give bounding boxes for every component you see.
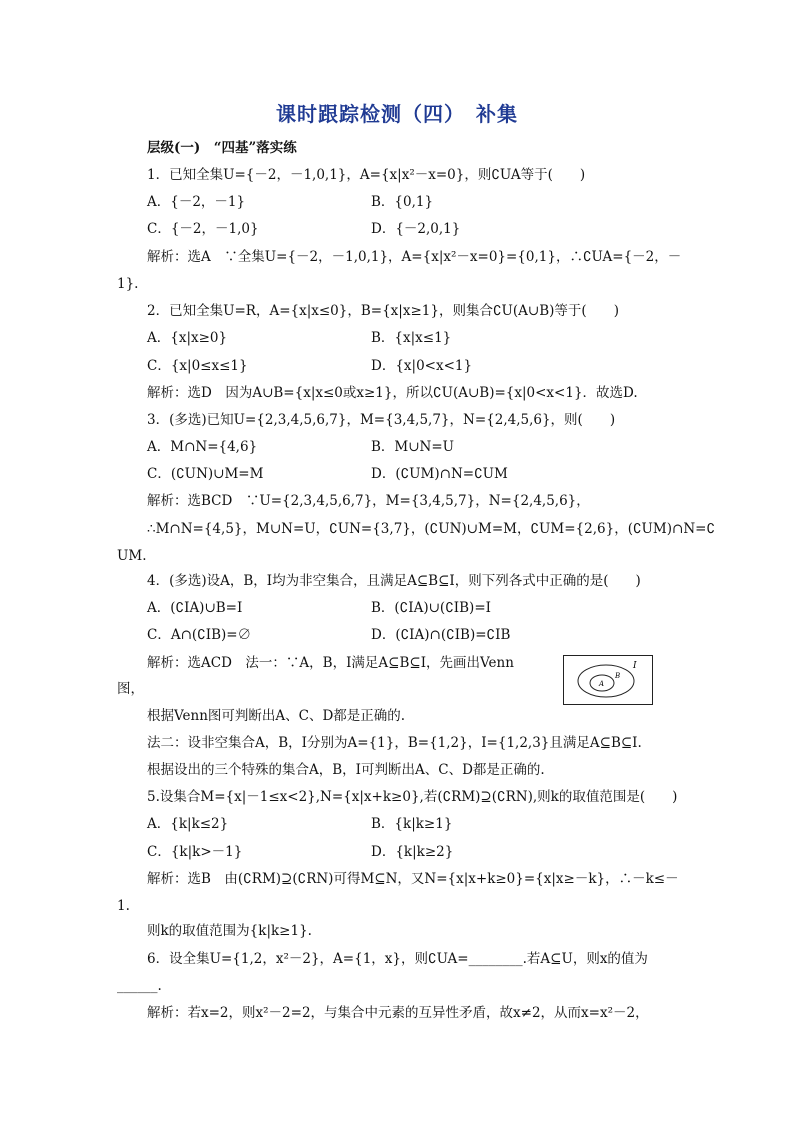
q4-solution-method1-result: 根据Venn图可判断出A、C、D都是正确的. — [147, 708, 406, 724]
q4-option-a: A．(∁IA)∪B=I — [147, 600, 243, 616]
q5-option-c: C．{k|k>－1} — [147, 844, 243, 860]
q4-option-d: D．(∁IA)∩(∁IB)=∁IB — [371, 627, 511, 643]
q5-option-a: A．{k|k≤2} — [147, 816, 229, 832]
q3-solution-cont2: UM. — [117, 548, 147, 564]
q3-solution-cont: ∴M∩N={4,5}，M∪N=U，∁UN={3,7}，(∁UN)∪M=M，∁UM={2,6}，(∁UM)∩N=∁ — [147, 521, 716, 537]
q1-option-c: C．{－2，－1,0} — [147, 221, 259, 237]
q2-stem: 2．已知全集U=R，A={x|x≤0}，B={x|x≥1}，则集合∁U(A∪B)等于( ) — [147, 303, 619, 319]
q5-option-d: D．{k|k≥2} — [371, 844, 454, 860]
q4-solution-cont: 图， — [117, 681, 144, 697]
q1-solution: 解析：选A ∵全集U={－2，－1,0,1}，A={x|x²－x=0}={0,1}，∴∁UA={－2，－ — [147, 249, 682, 265]
venn-label-i: I — [633, 661, 637, 671]
q5-solution-cont: 1. — [117, 898, 130, 914]
q6-solution: 解析：若x=2，则x²－2=2，与集合中元素的互异性矛盾，故x≠2，从而x=x²－2， — [147, 1005, 649, 1021]
q4-option-b: B．(∁IA)∪(∁IB)=I — [371, 600, 491, 616]
q3-stem: 3．(多选)已知U={2,3,4,5,6,7}，M={3,4,5,7}，N={2,4,5,6}，则( ) — [147, 412, 616, 428]
q1-option-a: A．{－2，－1} — [147, 194, 246, 210]
q2-option-c: C．{x|0≤x≤1} — [147, 358, 248, 374]
q5-solution-result: 则k的取值范围为{k|k≥1}. — [147, 923, 312, 939]
q4-solution-method2-result: 根据设出的三个特殊的集合A，B，I可判断出A、C、D都是正确的. — [147, 762, 545, 778]
q1-solution-cont: 1}. — [117, 276, 139, 292]
q4-stem: 4．(多选)设A，B，I均为非空集合，且满足A⊆B⊆I，则下列各式中正确的是( ) — [147, 573, 641, 589]
q1-stem: 1．已知全集U={－2，－1,0,1}，A={x|x²－x=0}，则∁UA等于( ) — [147, 167, 586, 183]
q5-option-b: B．{k|k≥1} — [371, 816, 453, 832]
q1-option-d: D．{－2,0,1} — [371, 221, 461, 237]
q6-stem: 6．设全集U={1,2，x²－2}，A={1，x}，则∁UA=________.若A⊆U，则x的值为 — [147, 951, 648, 967]
venn-label-b: B — [615, 672, 621, 680]
venn-diagram — [563, 655, 653, 705]
q5-stem: 5.设集合M={x|－1≤x<2},N={x|x+k≥0},若(∁RM)⊇(∁RN),则k的取值范围是( ) — [147, 789, 678, 805]
q3-solution: 解析：选BCD ∵U={2,3,4,5,6,7}，M={3,4,5,7}，N={2,4,5,6}， — [147, 493, 590, 509]
q3-option-b: B．M∪N=U — [371, 439, 455, 455]
q1-option-b: B．{0,1} — [371, 194, 434, 210]
venn-set-b — [578, 665, 634, 697]
q3-option-a: A．M∩N={4,6} — [147, 439, 258, 455]
q3-option-c: C．(∁UN)∪M=M — [147, 466, 264, 482]
q4-option-c: C．A∩(∁IB)=∅ — [147, 627, 252, 643]
q2-solution: 解析：选D 因为A∪B={x|x≤0或x≥1}，所以∁U(A∪B)={x|0<x<1}．故选D. — [147, 385, 638, 401]
q6-stem-cont: ______. — [117, 978, 162, 994]
q5-solution: 解析：选B 由(∁RM)⊇(∁RN)可得M⊆N，又N={x|x+k≥0}={x|x≥－k}，∴－k≤－ — [147, 871, 679, 887]
q2-option-d: D．{x|0<x<1} — [371, 358, 473, 374]
section-heading: 层级(一) “四基”落实练 — [147, 140, 297, 156]
venn-label-a: A — [599, 680, 605, 688]
page-title: 课时跟踪检测（四） 补集 — [276, 102, 518, 126]
q4-solution: 解析：选ACD 法一：∵A，B，I满足A⊆B⊆I，先画出Venn — [147, 655, 514, 671]
q4-solution-method2: 法二：设非空集合A，B，I分别为A={1}，B={1,2}，I={1,2,3}且满足A⊆B⊆I. — [147, 735, 642, 751]
q3-option-d: D．(∁UM)∩N=∁UM — [371, 466, 508, 482]
q2-option-a: A．{x|x≥0} — [147, 330, 228, 346]
q2-option-b: B．{x|x≤1} — [371, 330, 452, 346]
